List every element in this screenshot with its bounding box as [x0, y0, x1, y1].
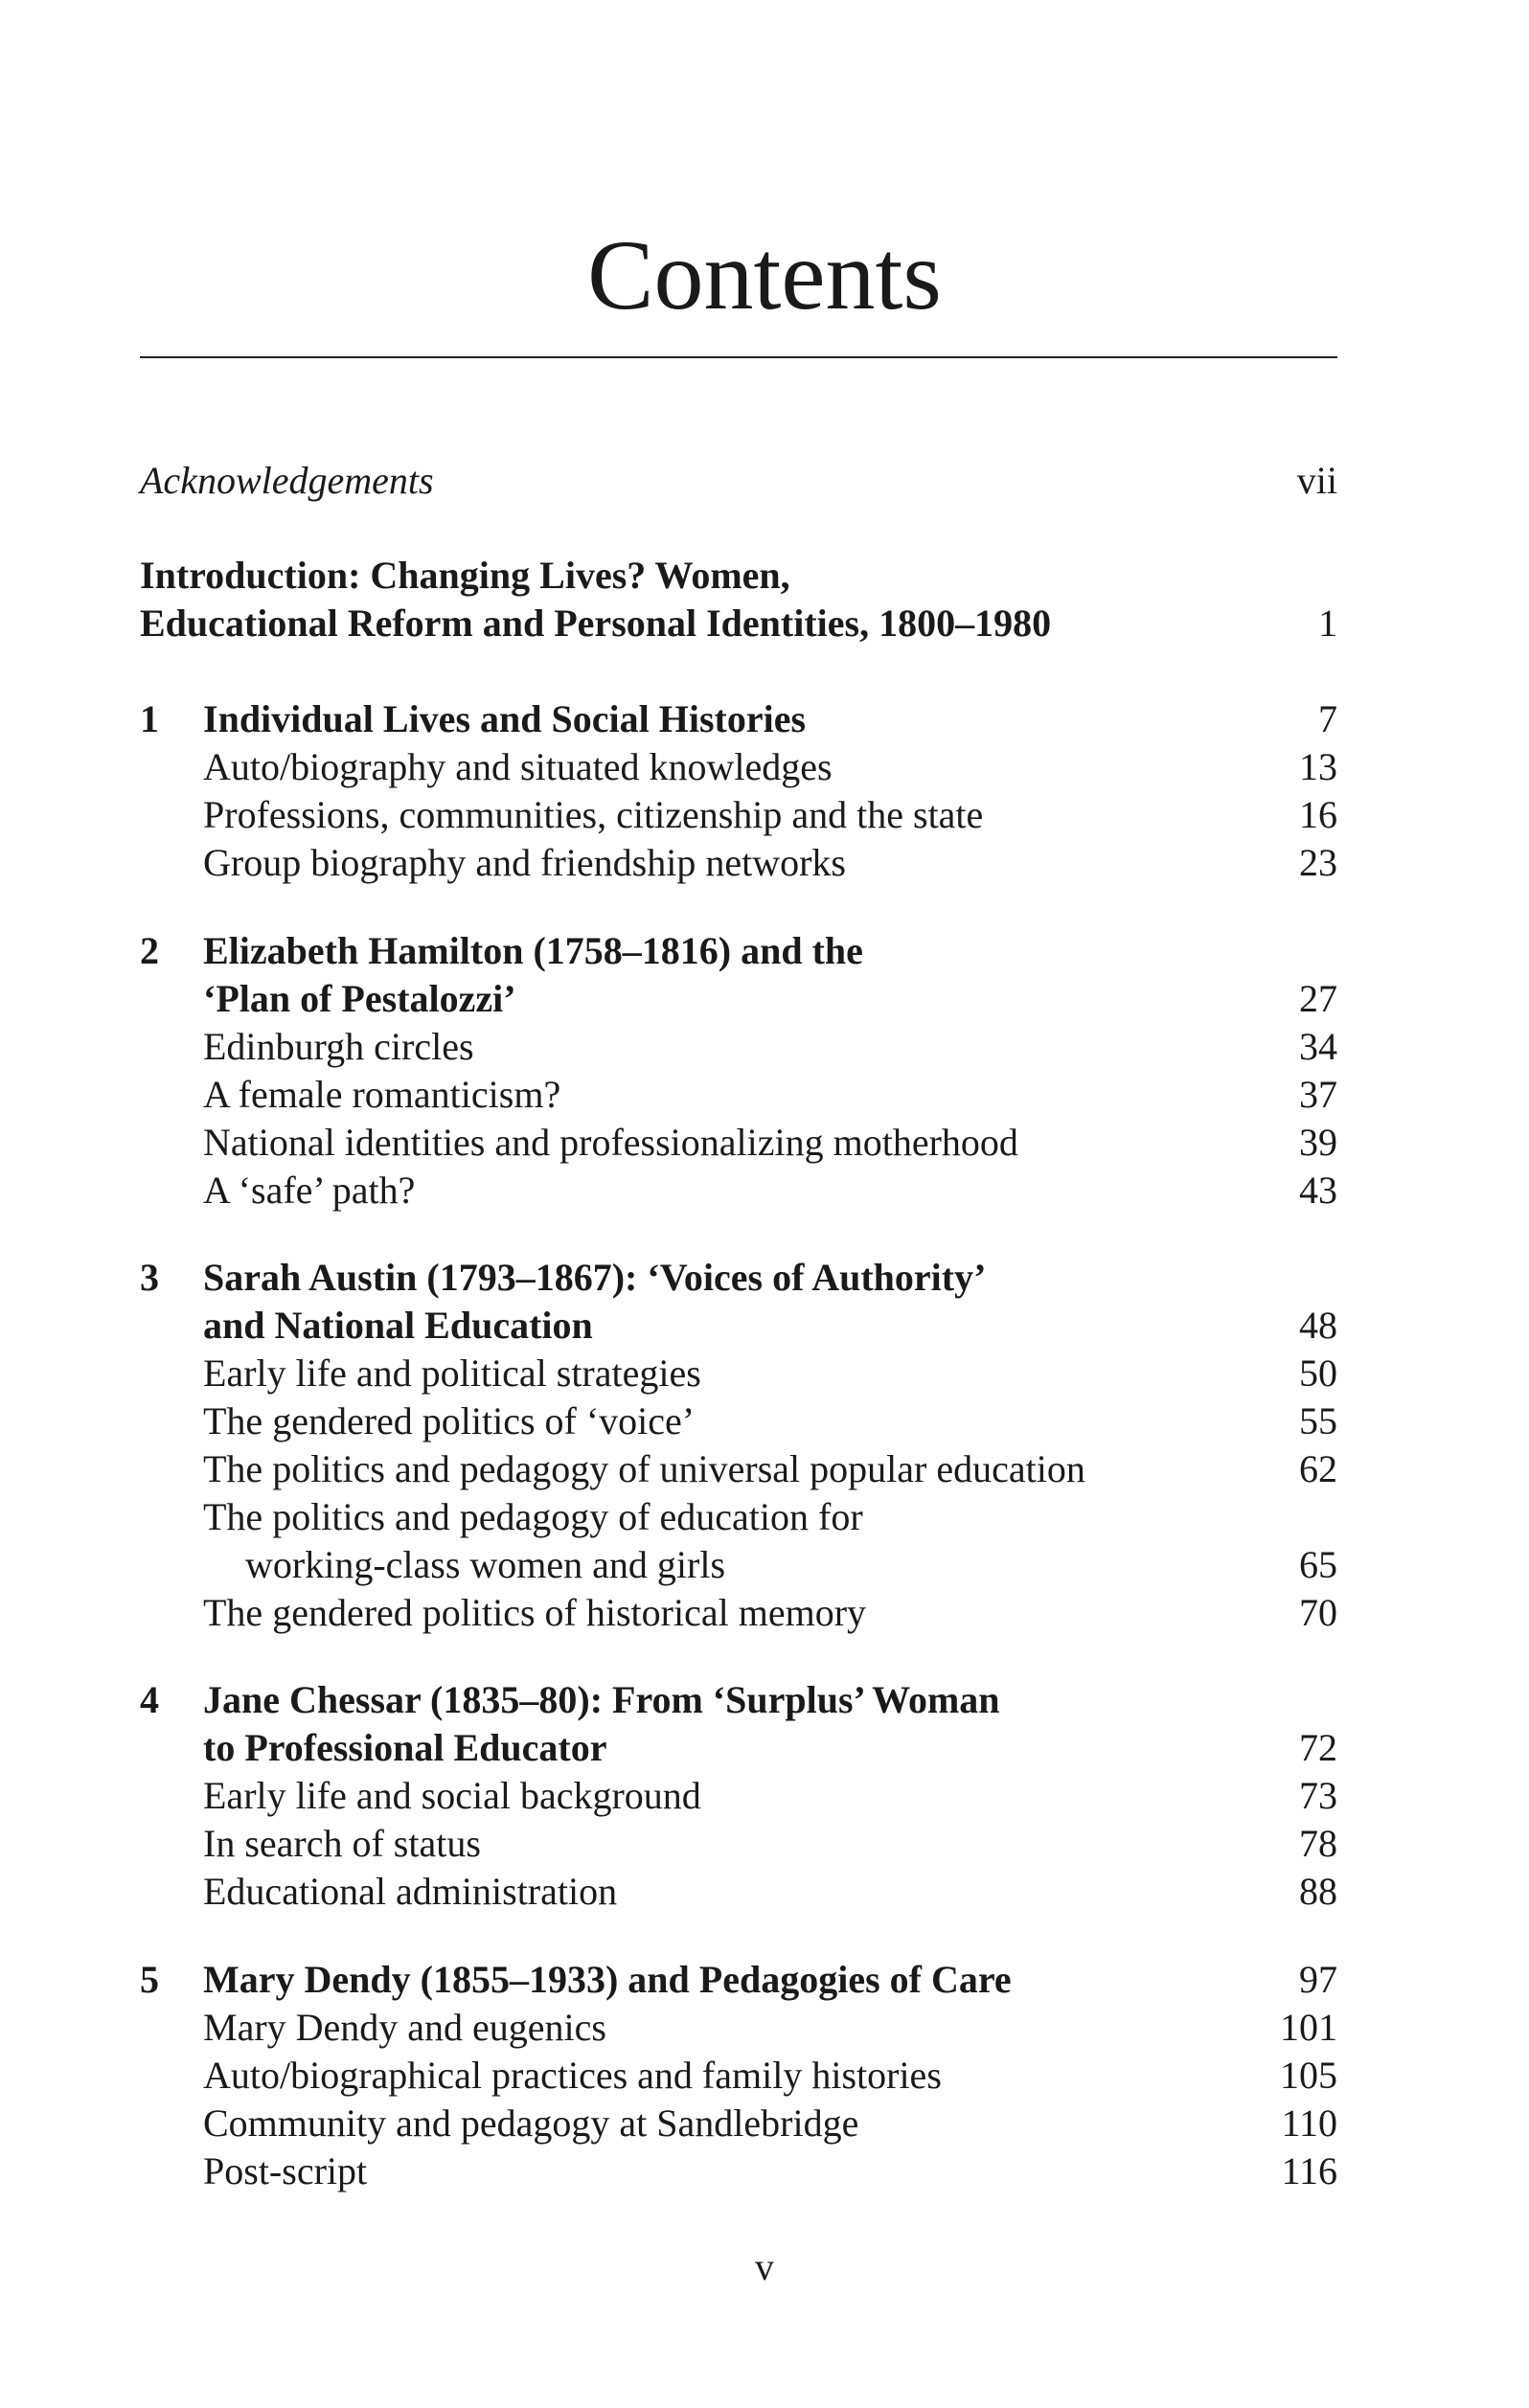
- chapter-3-section: The gendered politics of ‘voice’: [203, 1399, 696, 1443]
- chapter-5-title: Mary Dendy (1855–1933) and Pedagogies of Care: [203, 1958, 1012, 2001]
- chapter-3-section: The politics and pedagogy of education for: [203, 1495, 863, 1538]
- chapter-1-section: Auto/biography and situated knowledges: [203, 745, 833, 788]
- toc-introduction-line-1: Introduction: Changing Lives? Women,: [140, 554, 790, 597]
- chapter-1-page: 7: [1318, 697, 1337, 740]
- page-number: v: [755, 2245, 774, 2288]
- title-rule: [140, 356, 1337, 358]
- chapter-1-section: Group biography and friendship networks: [203, 841, 846, 884]
- toc-introduction-page: 1: [1318, 602, 1337, 645]
- chapter-1-section-page: 23: [1299, 841, 1337, 884]
- chapter-1-section-page: 13: [1299, 745, 1337, 788]
- chapter-2-section-page: 39: [1299, 1121, 1337, 1164]
- chapter-3-title-line-1: Sarah Austin (1793–1867): ‘Voices of Authority’: [203, 1256, 987, 1299]
- chapter-2-section: Edinburgh circles: [203, 1025, 474, 1068]
- chapter-4-number: 4: [140, 1678, 159, 1721]
- chapter-5-section-page: 116: [1281, 2149, 1337, 2192]
- chapter-2-section: A female romanticism?: [203, 1073, 561, 1116]
- chapter-5-section-page: 105: [1280, 2054, 1337, 2097]
- chapter-4-section-page: 88: [1299, 1870, 1337, 1913]
- chapter-4-section: In search of status: [203, 1822, 481, 1865]
- chapter-2-title-line-1: Elizabeth Hamilton (1758–1816) and the: [203, 929, 863, 972]
- chapter-1-section: Professions, communities, citizenship and the state: [203, 793, 984, 836]
- toc-acknowledgements-page: vii: [1296, 459, 1337, 502]
- chapter-4-section: Early life and social background: [203, 1774, 701, 1817]
- chapter-1-section-page: 16: [1299, 793, 1337, 836]
- chapter-3-section: Early life and political strategies: [203, 1352, 701, 1395]
- chapter-5-section: Community and pedagogy at Sandlebridge: [203, 2101, 859, 2145]
- chapter-3-section-page: 50: [1299, 1352, 1337, 1395]
- chapter-2-section-page: 37: [1299, 1073, 1337, 1116]
- chapter-2-section: National identities and professionalizing motherhood: [203, 1121, 1018, 1164]
- chapter-2-number: 2: [140, 929, 159, 972]
- chapter-3-section-page: 70: [1299, 1591, 1337, 1634]
- chapter-3-section: The politics and pedagogy of universal popular education: [203, 1447, 1085, 1490]
- toc-introduction-line-2: Educational Reform and Personal Identities, 1800–1980: [140, 602, 1052, 645]
- chapter-3-section-page: 55: [1299, 1399, 1337, 1443]
- chapter-1-title: Individual Lives and Social Histories: [203, 697, 807, 740]
- chapter-4-section-page: 78: [1299, 1822, 1337, 1865]
- chapter-3-section: The gendered politics of historical memory: [203, 1591, 867, 1634]
- chapter-5-section-page: 101: [1280, 2006, 1337, 2049]
- chapter-4-title-line-1: Jane Chessar (1835–80): From ‘Surplus’ Woman: [203, 1678, 1000, 1721]
- chapter-5-section: Auto/biographical practices and family histories: [203, 2054, 942, 2097]
- chapter-2-section: A ‘safe’ path?: [203, 1169, 416, 1212]
- chapter-5-number: 5: [140, 1958, 159, 2001]
- chapter-5-page: 97: [1299, 1958, 1337, 2001]
- toc-acknowledgements-label: Acknowledgements: [140, 459, 434, 502]
- chapter-3-title-line-2: and National Education: [203, 1304, 593, 1347]
- chapter-2-page: 27: [1299, 977, 1337, 1020]
- chapter-1-number: 1: [140, 697, 159, 740]
- chapter-3-page: 48: [1299, 1304, 1337, 1347]
- chapter-3-section-continuation: working-class women and girls: [245, 1543, 726, 1586]
- chapter-5-section-page: 110: [1281, 2101, 1337, 2145]
- chapter-3-section-page: 65: [1299, 1543, 1337, 1586]
- chapter-2-section-page: 34: [1299, 1025, 1337, 1068]
- chapter-3-number: 3: [140, 1256, 159, 1299]
- chapter-4-section-page: 73: [1299, 1774, 1337, 1817]
- chapter-5-section: Mary Dendy and eugenics: [203, 2006, 606, 2049]
- page-title: Contents: [587, 220, 942, 330]
- chapter-5-section: Post-script: [203, 2149, 368, 2192]
- chapter-3-section-page: 62: [1299, 1447, 1337, 1490]
- chapter-4-page: 72: [1299, 1726, 1337, 1769]
- chapter-4-title-line-2: to Professional Educator: [203, 1726, 607, 1769]
- chapter-2-section-page: 43: [1299, 1169, 1337, 1212]
- chapter-4-section: Educational administration: [203, 1870, 618, 1913]
- chapter-2-title-line-2: ‘Plan of Pestalozzi’: [203, 977, 516, 1020]
